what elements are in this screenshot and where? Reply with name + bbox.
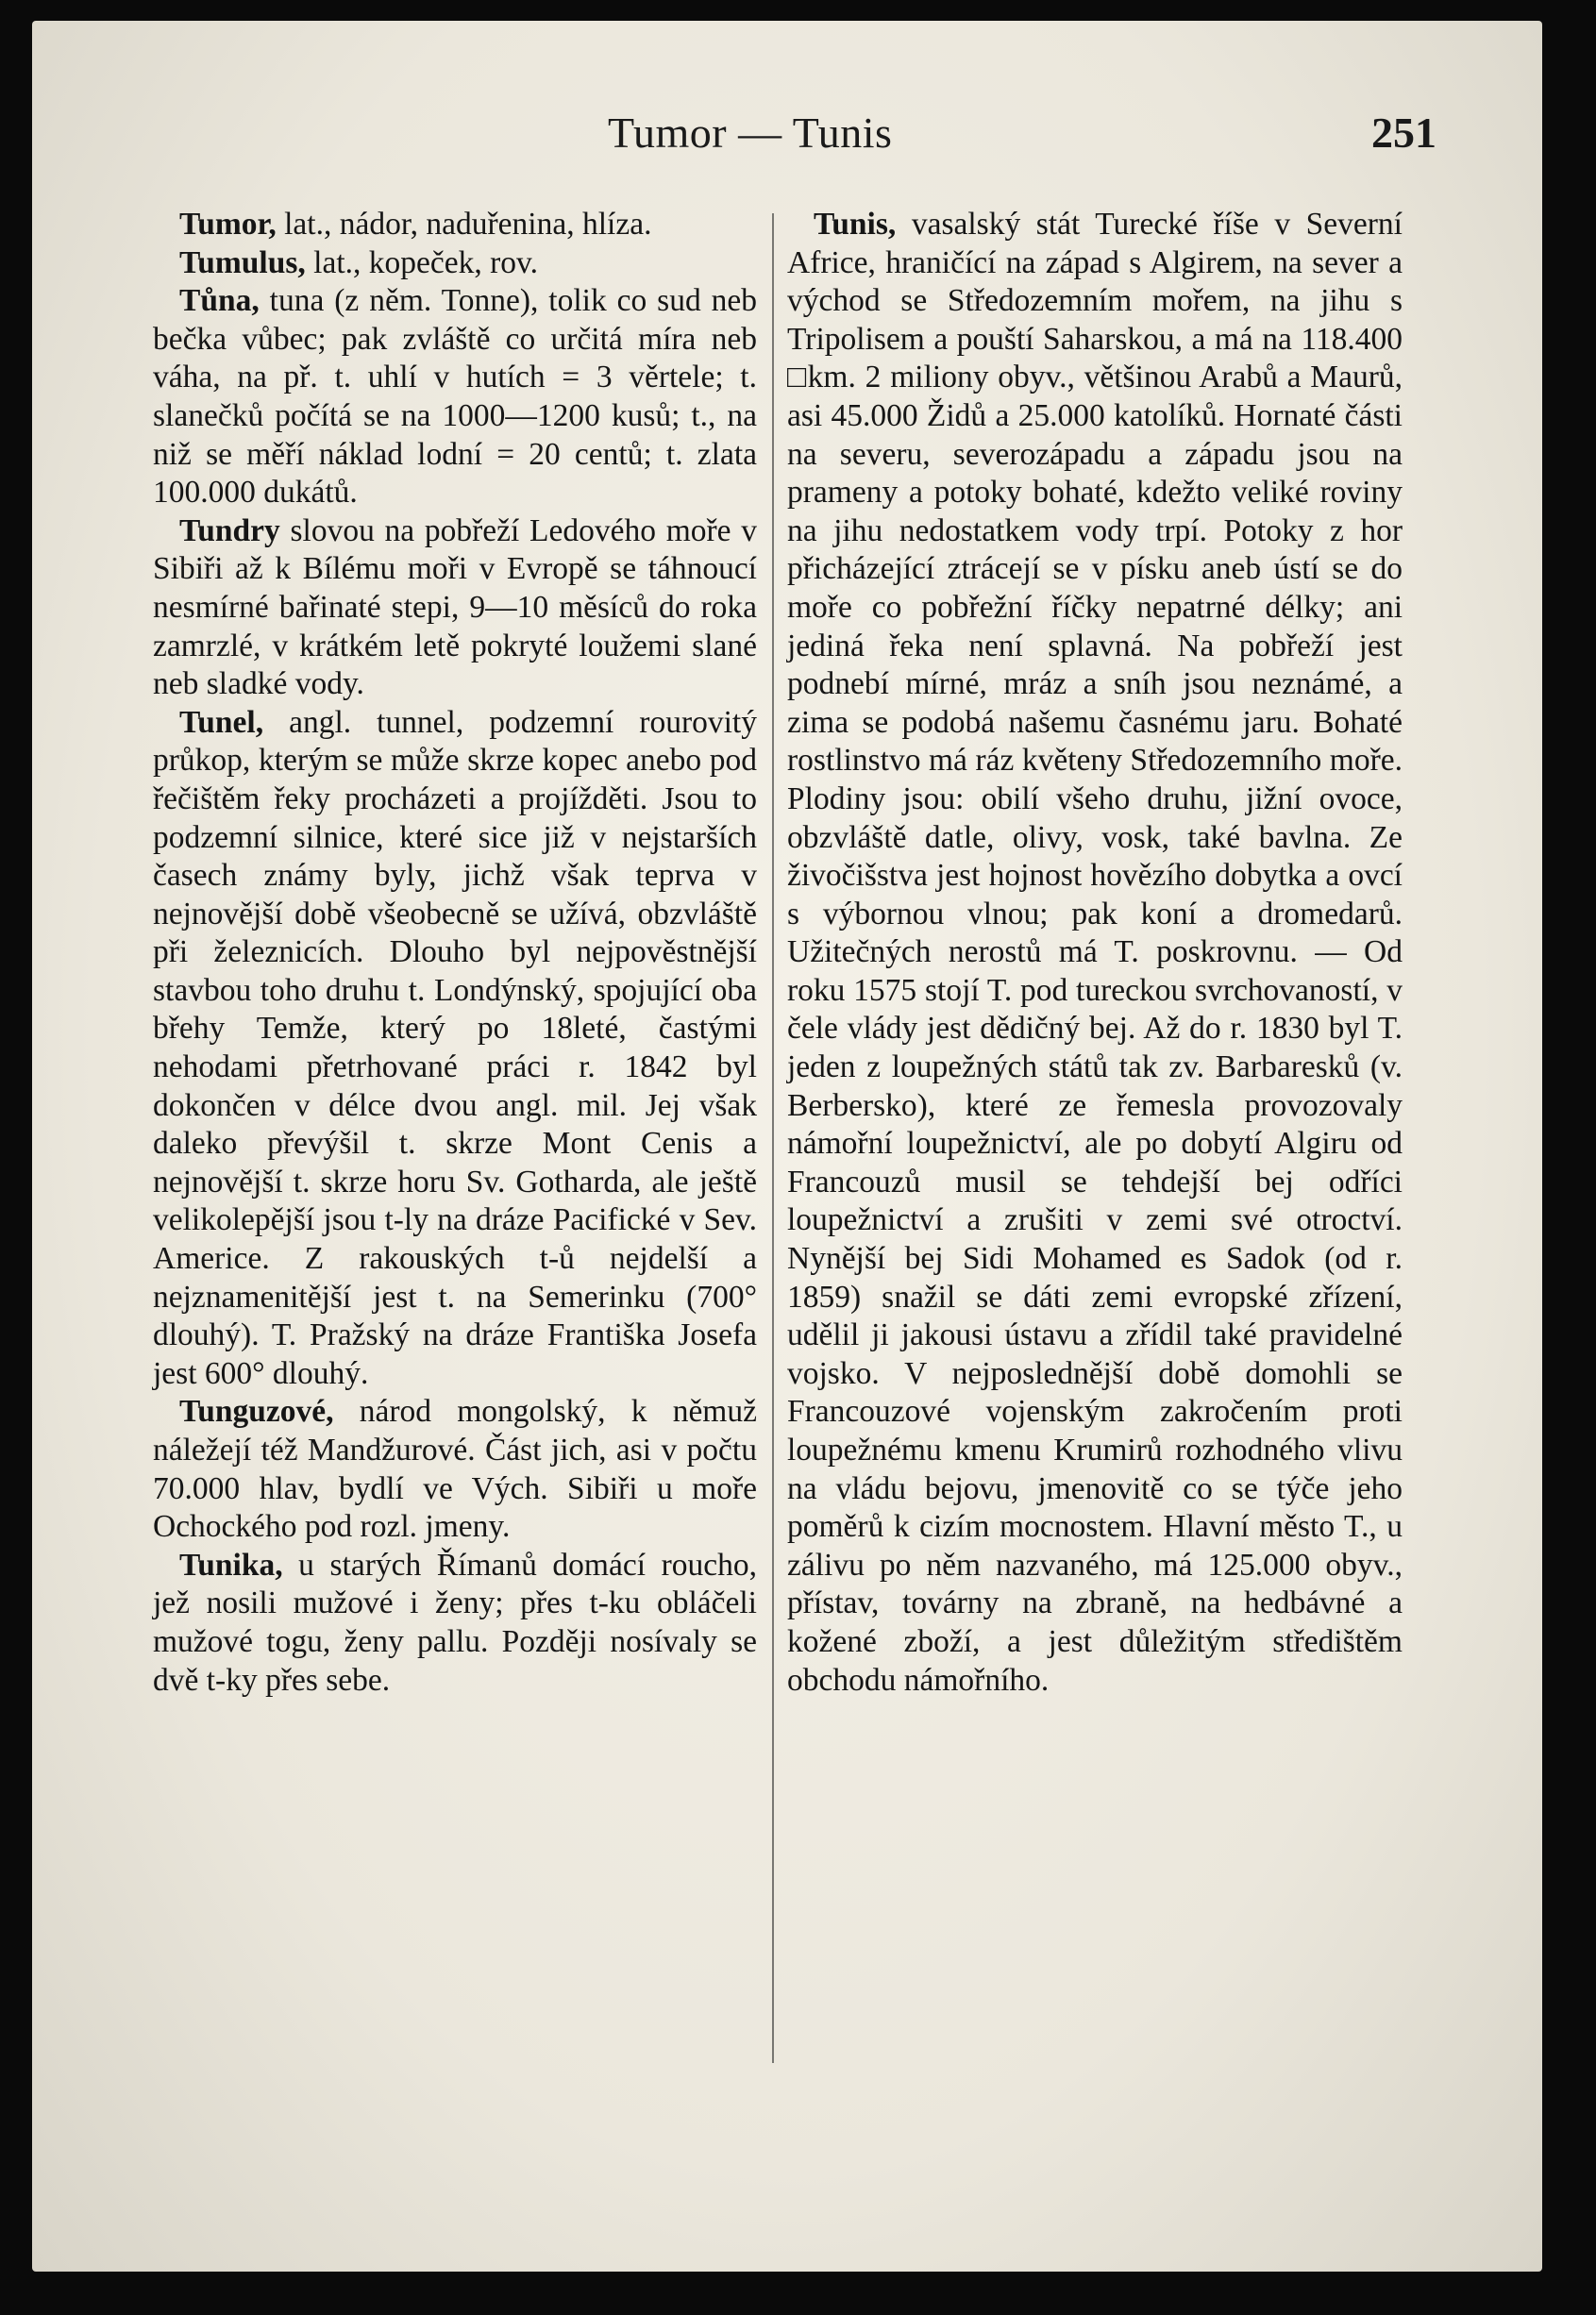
headword: Tunguzové,: [179, 1394, 334, 1430]
entry-text: lat., nádor, naduřenina, hlíza.: [276, 207, 652, 242]
entry-tunis: [787, 206, 1403, 1700]
entry-tumor: [153, 206, 757, 244]
entry-tunel: [153, 704, 757, 1394]
entry-tunika: [153, 1547, 757, 1700]
entry-text: vasalský stát Turecké říše v Severní Africe, hraničící na západ s Algirem, na sever a východ se Středozemním mořem, na jihu s Tripolisem a pouští Saharskou, a má na 118.400 □km. 2 miliony obyv., většinou Arabů a Maurů, asi 45.000 Židů a 25.000 katolíků. Hornaté části na severu, severozápadu a západu jsou na prameny a potoky bohaté, kdežto veliké roviny na jihu nedostatkem vody trpí. Potoky z hor přicházející ztrácejí se v písku aneb ústí se do moře co pobřežní říčky nepatrné délky; ani jediná řeka není splavná. Na pobřeží jest podnebí mírné, mráz a sníh jsou neznámé, a zima se podobá našemu časnému jaru. Bohaté rostlinstvo má ráz květeny Středozemního moře. Plodiny jsou: obilí všeho druhu, jižní ovoce, obzvláště datle, olivy, vosk, také bavlna. Ze živočišstva jest hojnost hovězího dobytka a ovcí s výbornou vlnou; pak koní a dromedarů. Užitečných nerostů má T. poskrovnu. — Od roku 1575 stojí T. pod tureckou svrchovaností, v čele vlády jest dědičný bej. Až do r. 1830 byl T. jeden z loupežných států tak zv. Barbaresků (v. Berbersko), které ze řemesla provozovaly námořní loupežnictví, ale po dobytí Algiru od Francouzů musil se tehdejší bej odříci loupežnictví a zrušiti v zemi své otroctví. Nynější bej Sidi Mohamed es Sadok (od r. 1859) snažil se dáti zemi evropské zřízení, udělil ji jakousi ústavu a zřídil také pravidelné vojsko. V nejposlednější době domohli se Francouzové vojenským zakročením proti loupežnému kmenu Krumirů rozhodného vlivu na vládu bejovu, jmenovitě co se týče jeho poměrů k cizím mocnostem. Hlavní město T., u zálivu po něm nazvaného, má 125.000 obyv., přístav, továrny na zbraně, na hedbávné a kožené zboží, a jest důležitým středištěm obchodu námořního.: [787, 207, 1403, 1698]
headword: Tunel,: [179, 704, 264, 740]
headword: Tunis,: [814, 207, 897, 242]
headword: Tumulus,: [179, 244, 306, 280]
page-number: 251: [1371, 109, 1436, 157]
left-column: [153, 206, 757, 1700]
headword: Tunika,: [179, 1547, 283, 1583]
right-column: [787, 206, 1403, 1700]
entry-text: tuna (z něm. Tonne), tolik co sud neb bečka vůbec; pak zvláště co určitá míra neb váha, na př. t. uhlí v hutích = 3 věrtele; t. slanečků počítá se na 1000—1200 kusů; t., na niž se měří náklad lodní = 20 centů; t. zlata 100.000 dukátů.: [153, 283, 757, 511]
entry-text: u starých Římanů domácí roucho, jež nosili mužové i ženy; přes t-ku obláčeli mužové togu, ženy pallu. Později nosívaly se dvě t-ky přes sebe.: [153, 1547, 757, 1698]
entry-tuna: [153, 282, 757, 512]
entry-tumulus: [153, 244, 757, 283]
entry-text: lat., kopeček, rov.: [305, 244, 538, 280]
headword: Tumor,: [179, 207, 277, 242]
headword: Tundry: [179, 512, 280, 548]
entry-text: slovou na pobřeží Ledového moře v Sibiři až k Bílému moři v Evropě se táhnoucí nesmírné bařinaté stepi, 9—10 měsíců do roka zamrzlé, v krátkém letě pokryté loužemi slané neb sladké vody.: [153, 512, 757, 702]
column-divider: [772, 213, 774, 2063]
headword: Tůna,: [179, 283, 260, 319]
entry-text: národ mongolský, k němuž náležejí též Mandžurové. Část jich, asi v počtu 70.000 hlav, bydlí ve Vých. Sibiři u moře Ochockého pod rozl. jmeny.: [153, 1394, 757, 1545]
entry-tunguzove: [153, 1393, 757, 1546]
dictionary-page: [32, 21, 1542, 2272]
running-head: [32, 108, 1542, 174]
page-title: Tumor — Tunis: [608, 109, 893, 157]
entry-text: angl. tunnel, podzemní rourovitý průkop, kterým se může skrze kopec anebo pod řečištěm řeky procházeti a projížděti. Jsou to podzemní silnice, které sice již v nejstarších časech známy byly, jichž však teprva v nejnovější době všeobecně se užívá, obzvláště při železnicích. Dlouho byl nejpověstnější stavbou toho druhu t. Londýnský, spojující oba břehy Temže, který po 18leté, častými nehodami přetrhované práci r. 1842 byl dokončen v délce dvou angl. mil. Jej však daleko převýšil t. skrze Mont Cenis a nejnovější t. skrze horu Sv. Gotharda, ale ještě velikolepější jsou t-ly na dráze Pacifické v Sev. Americe. Z rakouských t-ů nejdelší a nejznamenitější jest t. na Semerinku (700° dlouhý). T. Pražský na dráze Františka Josefa jest 600° dlouhý.: [153, 704, 757, 1391]
entry-tundry: [153, 512, 757, 704]
